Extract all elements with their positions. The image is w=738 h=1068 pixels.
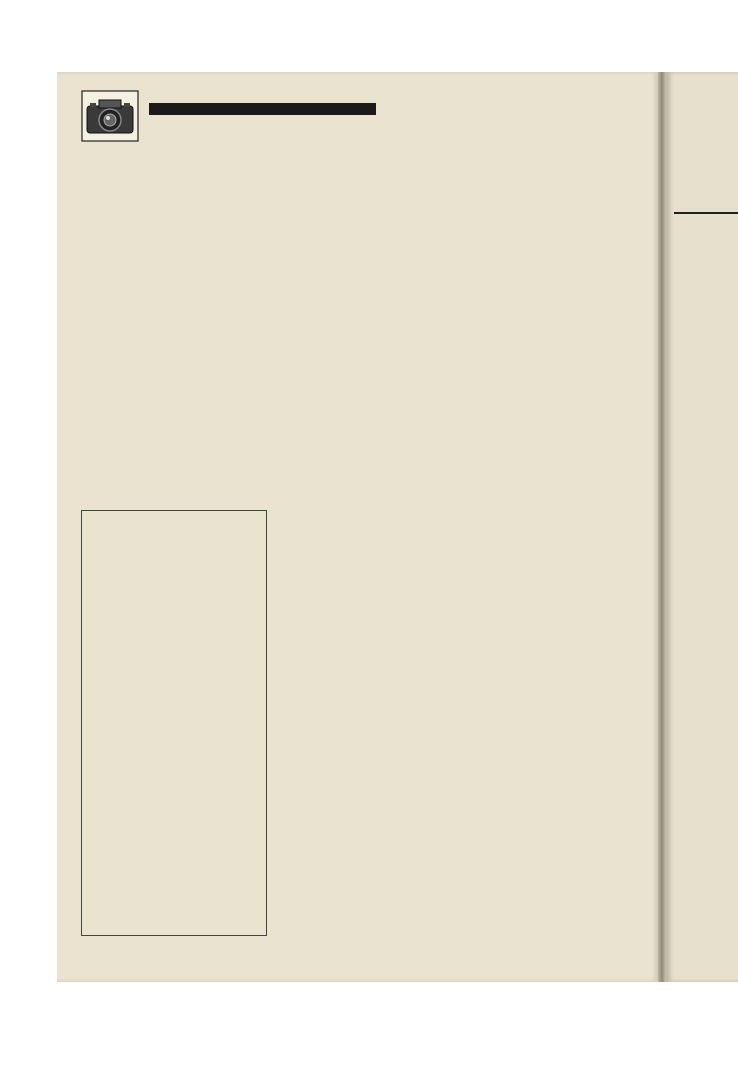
section-banner	[149, 103, 376, 115]
masthead-logo	[90, 515, 258, 549]
divider	[674, 212, 738, 214]
camera-icon	[81, 90, 139, 142]
column-2	[269, 174, 455, 181]
page-gutter	[658, 72, 666, 982]
magazine-page	[57, 72, 658, 982]
column-1	[81, 174, 267, 181]
column-3	[455, 82, 641, 89]
adjacent-page	[666, 72, 738, 982]
colophon-box	[81, 510, 267, 936]
